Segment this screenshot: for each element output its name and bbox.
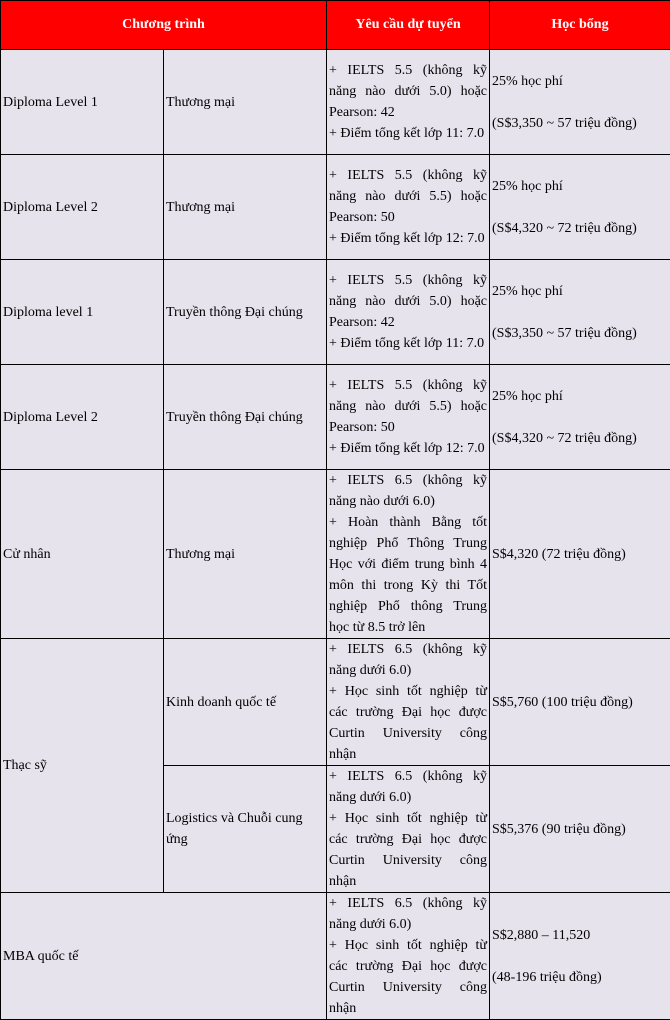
requirement-line: + IELTS 5.5 (không kỹ năng nào dưới 5.0) hoặc Pearson: 42 [329, 270, 487, 333]
scholarship-amount: (S$3,350 ~ 57 triệu đồng) [492, 113, 668, 134]
program-major-cell: Thương mại [164, 470, 327, 639]
program-major-cell: Thương mại [164, 155, 327, 260]
scholarship-amount: (S$3,350 ~ 57 triệu đồng) [492, 323, 668, 344]
scholarship-percent: 25% học phí [492, 386, 668, 407]
table-row [1, 365, 670, 470]
requirement-line: + IELTS 5.5 (không kỹ năng nào dưới 5.5) hoặc Pearson: 50 [329, 375, 487, 438]
requirements-cell [327, 155, 490, 260]
header-program: Chương trình [1, 1, 327, 50]
requirement-line: + Học sinh tốt nghiệp từ các trường Đại học được Curtin University công nhận [329, 935, 487, 1019]
program-level-cell: Diploma Level 2 [1, 155, 164, 260]
requirements-cell [327, 766, 490, 893]
requirement-line: + Điểm tổng kết lớp 12: 7.0 [329, 228, 487, 249]
program-level-cell: Diploma level 1 [1, 260, 164, 365]
scholarship-percent: 25% học phí [492, 281, 668, 302]
program-major-cell: Thương mại [164, 50, 327, 155]
scholarship-amount: (S$4,320 ~ 72 triệu đồng) [492, 428, 668, 449]
requirement-line: + IELTS 6.5 (không kỹ năng nào dưới 6.0) [329, 470, 487, 512]
requirement-line: + Điểm tổng kết lớp 12: 7.0 [329, 438, 487, 459]
table-row [1, 893, 670, 1020]
requirement-line: + Điểm tổng kết lớp 11: 7.0 [329, 333, 487, 354]
program-level-cell: Thạc sỹ [1, 639, 164, 893]
scholarship-range: S$2,880 – 11,520 [492, 925, 668, 946]
table-row [1, 50, 670, 155]
requirement-line: + IELTS 6.5 (không kỹ năng dưới 6.0) [329, 893, 487, 935]
requirement-line: + Hoàn thành Bằng tốt nghiệp Phổ Thông Trung Học với điểm trung bình 4 môn thi trong Kỳ thi Tốt nghiệp Phổ thông Trung học từ 8.5 trở lên [329, 512, 487, 638]
scholarship-cell [490, 470, 670, 639]
program-level-cell: Diploma Level 1 [1, 50, 164, 155]
table-row [1, 470, 670, 639]
scholarship-percent: 25% học phí [492, 71, 668, 92]
header-requirements: Yêu cầu dự tuyển [327, 1, 490, 50]
requirement-line: + Học sinh tốt nghiệp từ các trường Đại học được Curtin University công nhận [329, 681, 487, 765]
program-level-cell: Diploma Level 2 [1, 365, 164, 470]
requirement-line: + IELTS 5.5 (không kỹ năng nào dưới 5.5) hoặc Pearson: 50 [329, 165, 487, 228]
scholarship-amount: S$4,320 (72 triệu đồng) [492, 544, 668, 565]
requirements-cell [327, 365, 490, 470]
program-major-cell: Logistics và Chuỗi cung ứng [164, 766, 327, 893]
scholarship-cell [490, 639, 670, 766]
requirement-line: + Điểm tổng kết lớp 11: 7.0 [329, 123, 487, 144]
scholarship-amount: (48-196 triệu đồng) [492, 967, 668, 988]
requirements-cell [327, 470, 490, 639]
scholarship-cell [490, 766, 670, 893]
requirement-line: + IELTS 6.5 (không kỹ năng dưới 6.0) [329, 766, 487, 808]
table-row [1, 260, 670, 365]
scholarship-cell [490, 155, 670, 260]
requirement-line: + Học sinh tốt nghiệp từ các trường Đại học được Curtin University công nhận [329, 808, 487, 892]
scholarship-cell [490, 50, 670, 155]
program-major-cell: Kinh doanh quốc tế [164, 639, 327, 766]
requirements-cell [327, 893, 490, 1020]
requirements-cell [327, 639, 490, 766]
requirements-cell [327, 260, 490, 365]
scholarship-cell [490, 365, 670, 470]
program-level-cell: Cử nhân [1, 470, 164, 639]
requirement-line: + IELTS 5.5 (không kỹ năng nào dưới 5.0) hoặc Pearson: 42 [329, 60, 487, 123]
table-header-row [1, 1, 670, 50]
scholarship-amount: (S$4,320 ~ 72 triệu đồng) [492, 218, 668, 239]
requirement-line: + IELTS 6.5 (không kỹ năng dưới 6.0) [329, 639, 487, 681]
header-scholarship: Học bổng [490, 1, 670, 50]
table-row [1, 155, 670, 260]
table-row [1, 639, 670, 766]
program-level-cell: MBA quốc tế [1, 893, 327, 1020]
scholarship-percent: 25% học phí [492, 176, 668, 197]
scholarship-cell [490, 260, 670, 365]
program-major-cell: Truyền thông Đại chúng [164, 365, 327, 470]
program-major-cell: Truyền thông Đại chúng [164, 260, 327, 365]
requirements-cell [327, 50, 490, 155]
scholarship-amount: S$5,376 (90 triệu đồng) [492, 819, 668, 840]
scholarship-amount: S$5,760 (100 triệu đồng) [492, 692, 668, 713]
scholarship-cell [490, 893, 670, 1020]
